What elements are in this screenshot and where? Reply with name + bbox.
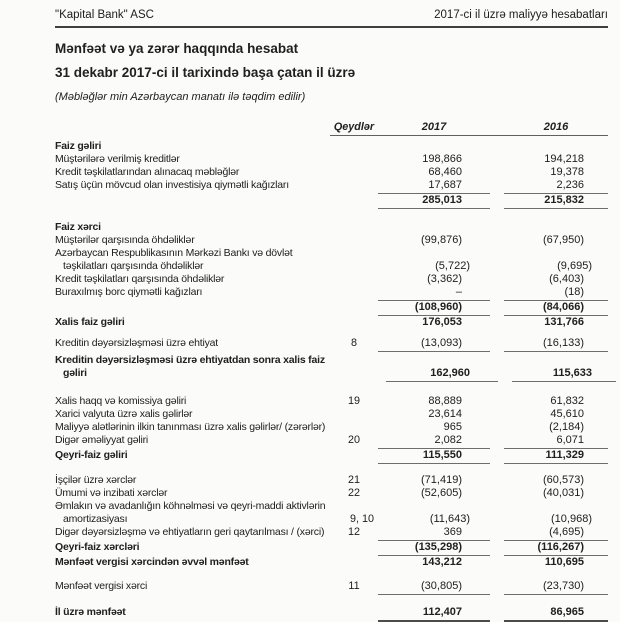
value-2017: 285,013 bbox=[378, 194, 490, 209]
value-2017: 112,407 bbox=[378, 606, 490, 622]
value-2016: (60,573) bbox=[543, 474, 584, 486]
table-row bbox=[55, 247, 608, 260]
table-row bbox=[55, 541, 608, 556]
value-2016: 215,832 bbox=[504, 194, 608, 209]
table-row bbox=[55, 194, 608, 209]
value-2017: (30,805) bbox=[378, 580, 490, 595]
value-2016: 86,965 bbox=[504, 606, 608, 622]
row-label: Kredit təşkilatları qarşısında öhdəliklər bbox=[55, 273, 225, 285]
table-row bbox=[55, 140, 608, 153]
table-row bbox=[55, 301, 608, 316]
value-2016: (4,695) bbox=[504, 526, 608, 541]
row-label: Qeyri-faiz gəliri bbox=[55, 449, 128, 461]
row-label: Kredit təşkilatlarından alınacaq məbləğlər bbox=[55, 166, 240, 178]
value-2017: (13,093) bbox=[378, 337, 490, 352]
value-2017: (135,298) bbox=[378, 541, 490, 556]
value-2017: 143,212 bbox=[422, 556, 462, 568]
value-2017: 68,460 bbox=[428, 166, 462, 178]
row-label: Digər dəyərsizləşmə və ehtiyatların geri qaytarılması / (xərci) bbox=[55, 526, 325, 538]
table-row bbox=[55, 606, 608, 622]
year-2017-column-header: 2017 bbox=[421, 121, 447, 133]
value-2016: (16,133) bbox=[504, 337, 608, 352]
value-2017: (5,722) bbox=[435, 260, 470, 272]
value-2016: 194,218 bbox=[544, 153, 584, 165]
note-reference: 22 bbox=[347, 487, 360, 499]
value-2016: 115,633 bbox=[512, 367, 616, 382]
row-label: təşkilatları qarşısında öhdəliklər bbox=[63, 260, 204, 272]
table-row bbox=[55, 179, 608, 194]
value-2016: (18) bbox=[504, 286, 608, 301]
value-2017: 965 bbox=[443, 421, 462, 433]
table-row bbox=[55, 153, 608, 166]
table-row bbox=[55, 449, 608, 464]
value-2016: 131,766 bbox=[544, 316, 584, 328]
report-period-label: 2017-ci il üzrə maliyyə hesabatları bbox=[434, 9, 608, 21]
row-label: Xarici valyuta üzrə xalis gəlirlər bbox=[55, 408, 193, 420]
row-label: Əmlakın və avadanlığın köhnəlməsi və qeyri-maddi aktivlərin bbox=[55, 500, 326, 512]
row-label: Qeyri-faiz xərcləri bbox=[55, 541, 140, 553]
value-2017: 88,889 bbox=[428, 395, 462, 407]
value-2016: (116,267) bbox=[504, 541, 608, 556]
currency-units-note: (Məbləğlər min Azərbaycan manatı ilə təqdim edilir) bbox=[55, 91, 306, 103]
value-2017: 198,866 bbox=[422, 153, 462, 165]
value-2016: (9,695) bbox=[557, 260, 592, 272]
value-2016: 2,236 bbox=[504, 179, 608, 194]
statement-subtitle: 31 dekabr 2017-ci il tarixində başa çatan il üzrə bbox=[55, 65, 356, 80]
note-reference: 20 bbox=[347, 434, 360, 446]
table-row bbox=[55, 487, 608, 500]
value-2016: 110,695 bbox=[544, 556, 584, 568]
value-2016: 45,610 bbox=[550, 408, 584, 420]
value-2016: 19,378 bbox=[550, 166, 584, 178]
value-2017: (108,960) bbox=[378, 301, 490, 316]
table-row bbox=[55, 234, 608, 247]
table-row bbox=[55, 367, 608, 382]
value-2016: (6,403) bbox=[549, 273, 584, 285]
value-2017: (52,605) bbox=[421, 487, 462, 499]
row-label: Faiz xərci bbox=[55, 221, 101, 233]
row-label: gəliri bbox=[63, 367, 87, 379]
value-2017: 176,053 bbox=[422, 316, 462, 328]
table-column-headers bbox=[55, 121, 608, 136]
value-2017: 162,960 bbox=[386, 367, 498, 382]
row-label: Ümumi və inzibati xərclər bbox=[55, 487, 168, 499]
table-row bbox=[55, 221, 608, 234]
row-label: Xalis faiz gəliri bbox=[55, 316, 125, 328]
table-row bbox=[55, 260, 608, 273]
year-2016-column-header: 2016 bbox=[543, 121, 569, 133]
value-2017: 2,082 bbox=[378, 434, 490, 449]
notes-column-header: Qeydlər bbox=[333, 121, 375, 133]
label-column-spacer bbox=[55, 121, 330, 136]
company-name: "Kapital Bank" ASC bbox=[55, 9, 154, 21]
value-2016: (23,730) bbox=[504, 580, 608, 595]
table-row bbox=[55, 580, 608, 595]
row-label: Digər əməliyyat gəliri bbox=[55, 434, 149, 446]
table-row bbox=[55, 286, 608, 301]
table-row bbox=[55, 500, 608, 513]
row-label: Azərbaycan Respublikasının Mərkəzi Bankı və dövlət bbox=[55, 247, 293, 259]
row-label: Maliyyə alətlərinin ilkin tanınması üzrə xalis gəlirlər/ (zərərlər) bbox=[55, 421, 326, 433]
value-2017: 23,614 bbox=[428, 408, 462, 420]
note-reference: 21 bbox=[347, 474, 360, 486]
statement-title: Mənfəət və ya zərər haqqında hesabat bbox=[55, 41, 299, 56]
value-2016: 111,329 bbox=[504, 449, 608, 464]
table-row bbox=[55, 166, 608, 179]
table-row bbox=[55, 421, 608, 434]
note-reference: 11 bbox=[348, 580, 360, 592]
row-label: Xalis haqq və komissiya gəliri bbox=[55, 395, 187, 407]
table-row bbox=[55, 316, 608, 329]
note-reference: 12 bbox=[347, 526, 360, 538]
column-headers-group bbox=[330, 121, 608, 136]
row-label: Faiz gəliri bbox=[55, 140, 102, 152]
value-2017: – bbox=[378, 286, 490, 301]
table-row bbox=[55, 337, 608, 352]
value-2017: 17,687 bbox=[378, 179, 490, 194]
note-reference: 19 bbox=[347, 395, 360, 407]
row-label: Mənfəət vergisi xərcindən əvvəl mənfəət bbox=[55, 556, 249, 568]
row-label: İşçilər üzrə xərclər bbox=[55, 474, 137, 486]
value-2016: 61,832 bbox=[550, 395, 584, 407]
table-row bbox=[55, 474, 608, 487]
row-label: Müştərilər qarşısında öhdəliklər bbox=[55, 234, 195, 246]
value-2017: (11,643) bbox=[429, 513, 470, 525]
row-label: Mənfəət vergisi xərci bbox=[55, 580, 148, 592]
row-label: Satış üçün mövcud olan investisiya qiymətli kağızları bbox=[55, 179, 289, 191]
table-row bbox=[55, 526, 608, 541]
table-row bbox=[55, 395, 608, 408]
value-2017: 369 bbox=[378, 526, 490, 541]
value-2017: (3,362) bbox=[427, 273, 462, 285]
value-2017: (99,876) bbox=[421, 234, 462, 246]
value-2016: 6,071 bbox=[504, 434, 608, 449]
table-row bbox=[55, 354, 608, 367]
row-label: amortizasiyası bbox=[63, 513, 128, 525]
value-2017: 115,550 bbox=[378, 449, 490, 464]
statement-rows bbox=[55, 140, 608, 622]
page-header bbox=[55, 8, 608, 28]
value-2016: (2,184) bbox=[549, 421, 584, 433]
row-label: Kreditin dəyərsizləşməsi üzrə ehtiyatdan sonra xalis faiz bbox=[55, 354, 325, 366]
row-label: Müştərilərə verilmiş kreditlər bbox=[55, 153, 180, 165]
row-label: Buraxılmış borc qiymətli kağızları bbox=[55, 286, 203, 298]
note-reference: 9, 10 bbox=[349, 513, 374, 525]
row-label: Kreditin dəyərsizləşməsi üzrə ehtiyat bbox=[55, 337, 219, 349]
note-reference: 8 bbox=[350, 337, 357, 349]
value-2017: (71,419) bbox=[421, 474, 462, 486]
value-2016: (84,066) bbox=[504, 301, 608, 316]
table-row bbox=[55, 513, 608, 526]
table-row bbox=[55, 273, 608, 286]
table-row bbox=[55, 408, 608, 421]
value-2016: (40,031) bbox=[543, 487, 584, 499]
value-2016: (10,968) bbox=[551, 513, 592, 525]
table-row bbox=[55, 556, 608, 569]
table-row bbox=[55, 434, 608, 449]
value-2016: (67,950) bbox=[543, 234, 584, 246]
row-label: İl üzrə mənfəət bbox=[55, 606, 126, 618]
